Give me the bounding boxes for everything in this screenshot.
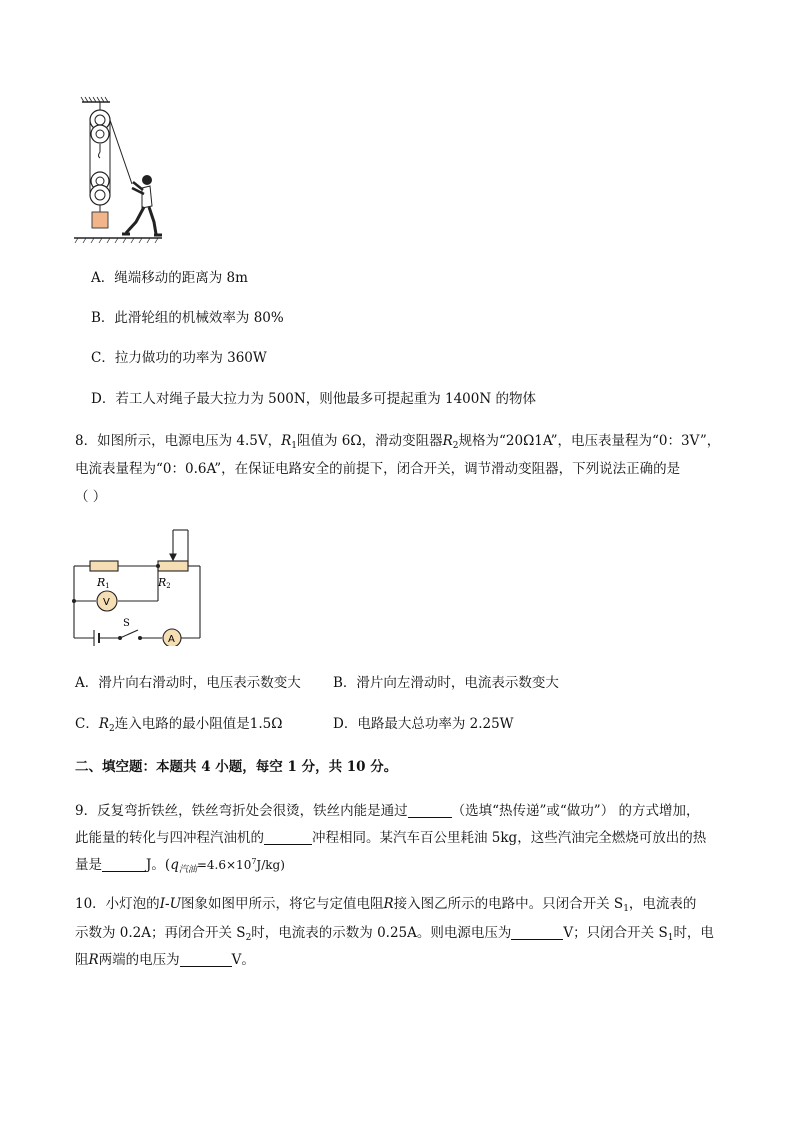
circuit-r1-label: R1 xyxy=(97,576,110,590)
switch-label: S xyxy=(123,618,130,629)
q9-blank-2[interactable] xyxy=(264,830,312,845)
q7-option-d: D．若工人对绳子最大拉力为 500N，则他最多可提起重为 1400N 的物体 xyxy=(91,391,536,407)
section-2-heading: 二、填空题：本题共 4 小题，每空 1 分，共 10 分。 xyxy=(75,759,398,775)
q8-option-c: C．$R_2$连入电路的最小阻值是1.5Ω xyxy=(75,716,283,734)
q9-blank-1[interactable] xyxy=(408,803,452,818)
q10-blank-2[interactable] xyxy=(180,952,232,967)
q9-line1: 9．反复弯折铁丝，铁丝弯折处会很烫，铁丝内能是通过 （选填“热传递”或“做功”） 的方式增加， xyxy=(75,803,700,819)
q8-option-b: B．滑片向左滑动时，电流表示数变大 xyxy=(333,675,559,691)
ammeter-label: A xyxy=(168,634,175,645)
voltmeter-label: V xyxy=(103,597,110,608)
q8-stem-line3: （ ） xyxy=(75,489,107,505)
q10-line1: 10．小灯泡的I-U图象如图甲所示，将它与定值电阻R接入图乙所示的电路中。只闭合开关 $S_1$，电流表的 xyxy=(75,896,697,914)
q9-blank-3[interactable] xyxy=(102,857,146,872)
q8-stem-line1: 8．如图所示，电源电压为 4.5V，$R_1$阻值为 6Ω，滑动变阻器$R_2$规格为“20Ω1A”，电压表量程为“0：3V”， xyxy=(75,433,721,451)
q9-line2: 此能量的转化与四冲程汽油机的 冲程相同。某汽车百公里耗油 5kg，这些汽油完全燃烧可放出的热 xyxy=(75,830,707,846)
q8-stem-line2: 电流表量程为“0：0.6A”，在保证电路安全的前提下，闭合开关，调节滑动变阻器，下列说法正确的是 xyxy=(75,461,681,477)
q8-option-a: A．滑片向右滑动时，电压表示数变大 xyxy=(75,675,301,691)
q7-option-c: C．拉力做功的功率为 360W xyxy=(91,350,267,366)
q9-line3: 量是 J。$(q_{汽油}=4.6\times 10^7J/kg)$ xyxy=(75,857,285,875)
q10-line3: 阻R两端的电压为 V。 xyxy=(75,952,255,968)
pulley-figure xyxy=(70,96,180,246)
q7-option-b: B．此滑轮组的机械效率为 80% xyxy=(91,310,284,326)
q8-option-d: D．电路最大总功率为 2.25W xyxy=(333,716,514,732)
q7-option-a: A．绳端移动的距离为 8m xyxy=(91,270,248,286)
q10-blank-1[interactable] xyxy=(511,925,563,940)
circuit-r2-label: R2 xyxy=(158,576,171,590)
q10-line2: 示数为 0.2A；再闭合开关 $S_2$时，电流表的示数为 0.25A。则电源电压为 V；只闭合开关 $S_1$时，电 xyxy=(75,925,714,943)
circuit-diagram xyxy=(68,528,208,646)
